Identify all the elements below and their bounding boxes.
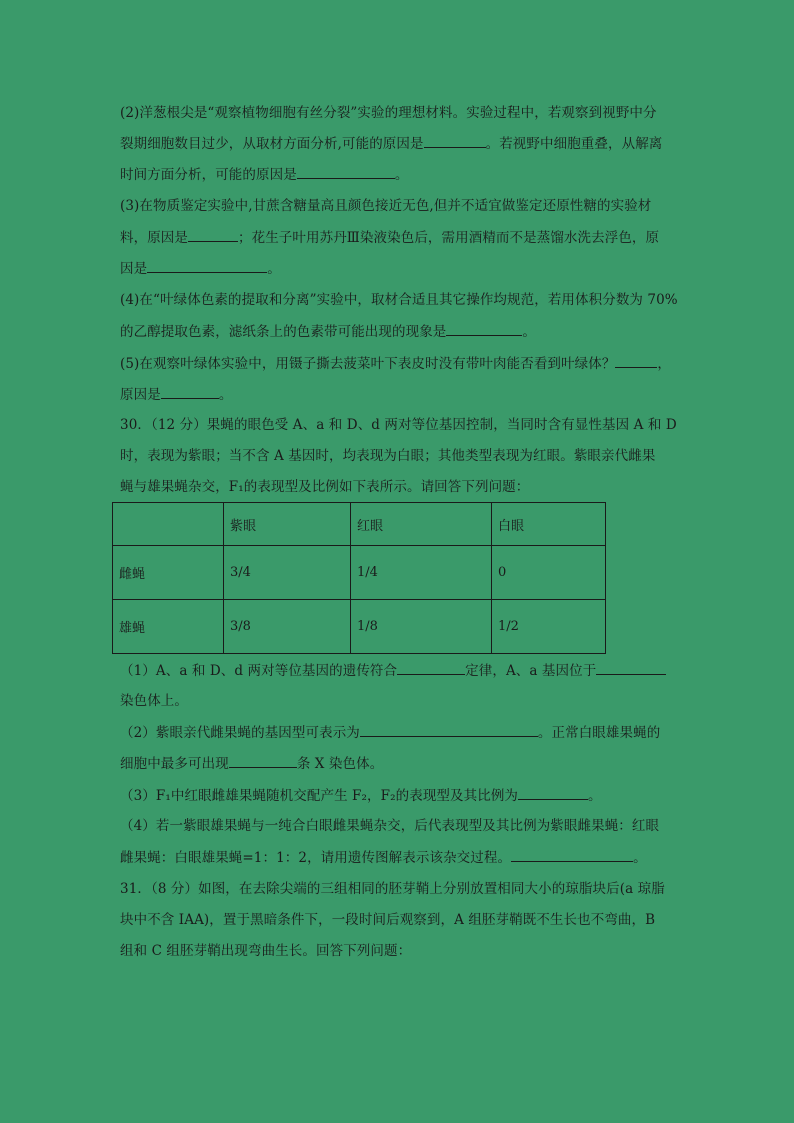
q2-text-1: (2)洋葱根尖是“观察植物细胞有丝分裂”实验的理想材料。实验过程中，若观察到视野中分 (120, 105, 657, 121)
q5-answer-blank-1[interactable] (615, 353, 657, 368)
q30-sub4-text-b: 雌果蝇：白眼雄果蝇=1：1：2，请用遗传图解表示该杂交过程。 (120, 850, 512, 866)
table-cell: 1/8 (351, 600, 492, 654)
q30-sub1-text-b: 定律，A、a 基因位于 (465, 663, 597, 679)
q30-sub2-text-b: 。正常白眼雄果蝇的 (537, 725, 661, 741)
q30-sub2-answer-blank-1[interactable] (360, 722, 538, 737)
q30-text-2: 时，表现为紫眼；当不含 A 基因时，均表现为白眼；其他类型表现为红眼。紫眼亲代雌果 (120, 448, 656, 464)
table-cell: 1/2 (492, 600, 606, 654)
q2-line-3 (120, 164, 680, 185)
table-cell: 0 (492, 546, 606, 600)
q3-line-2 (120, 227, 680, 248)
q3-text-3b: 。 (267, 261, 281, 277)
q3-line-1 (120, 196, 680, 216)
q4-text-1: (4)在“叶绿体色素的提取和分离”实验中，取材合适且其它操作均规范，若用体积分数为 70% (120, 292, 678, 308)
q2-text-3b: 。 (394, 167, 409, 183)
q30-sub1-answer-blank-2[interactable] (596, 660, 666, 675)
q5-line-2 (120, 384, 680, 405)
table-header-cell: 红眼 (351, 503, 492, 546)
q2-answer-blank-1[interactable] (424, 133, 486, 148)
q31-line-3 (120, 941, 680, 961)
q31-text-2: 块中不含 IAA)，置于黑暗条件下，一段时间后观察到，A 组胚芽鞘既不生长也不弯曲，B (120, 912, 656, 928)
q30-sub3-text-a: （3）F₁中红眼雌雄果蝇随机交配产生 F₂，F₂的表现型及其比例为 (120, 788, 519, 804)
q30-sub4-answer-blank[interactable] (511, 847, 633, 862)
q3-answer-blank-1[interactable] (188, 227, 238, 242)
q30-text-1: 30．（12 分）果蝇的眼色受 A、a 和 D、d 两对等位基因控制，当同时含有显性基因 A 和 D (120, 417, 677, 433)
q30-sub4-text-a: （4）若一紫眼雄果蝇与一纯合白眼雌果蝇杂交，后代表现型及其比例为紫眼雌果蝇：红眼 (120, 818, 660, 834)
q30-sub3-line (120, 785, 680, 806)
q4-answer-blank[interactable] (446, 321, 522, 336)
table-row-label: 雄蝇 (113, 600, 224, 654)
q30-line-3 (120, 477, 680, 497)
q30-sub4-text-c: 。 (633, 850, 647, 866)
table-cell: 3/4 (224, 546, 351, 600)
q5-text-2b: 。 (218, 387, 233, 403)
table-header-cell (113, 503, 224, 546)
q4-line-1 (120, 290, 680, 310)
q30-line-2 (120, 446, 680, 466)
table-row (113, 600, 606, 654)
table-cell: 1/4 (351, 546, 492, 600)
q2-answer-blank-2[interactable] (297, 164, 395, 179)
q3-line-3 (120, 258, 680, 279)
f1-phenotype-table (112, 502, 606, 654)
table-row (113, 546, 606, 600)
table-header-cell: 白眼 (492, 503, 606, 546)
q30-sub2-text-d: 条 X 染色体。 (296, 756, 384, 772)
q3-text-1: (3)在物质鉴定实验中,甘蔗含糖量高且颜色接近无色,但并不适宜做鉴定还原性糖的实验材 (120, 198, 652, 214)
q5-answer-blank-2[interactable] (161, 384, 219, 399)
q2-text-2b: 。若视野中细胞重叠，从解离 (485, 136, 663, 152)
q30-sub1-text-c: 染色体上。 (120, 693, 188, 709)
q30-sub2-line-2 (120, 753, 680, 774)
q30-sub1-answer-blank-1[interactable] (397, 660, 465, 675)
table-row-label: 雌蝇 (113, 546, 224, 600)
q30-sub2-text-c: 细胞中最多可出现 (120, 756, 229, 772)
q30-sub3-answer-blank[interactable] (518, 785, 588, 800)
q30-sub2-answer-blank-2[interactable] (229, 753, 297, 768)
q30-sub1-line-2 (120, 691, 680, 711)
q4-line-2 (120, 321, 680, 342)
table-cell: 3/8 (224, 600, 351, 654)
q30-sub1-line-1 (120, 660, 680, 681)
q5-text-1a: (5)在观察叶绿体实验中，用镊子撕去菠菜叶下表皮时没有带叶肉能否看到叶绿体？ (120, 356, 616, 372)
table-header-row (113, 503, 606, 546)
q2-text-3a: 时间方面分析，可能的原因是 (120, 167, 297, 183)
q31-text-1: 31．（8 分）如图，在去除尖端的三组相同的胚芽鞘上分别放置相同大小的琼脂块后(a 琼脂 (120, 881, 665, 897)
q3-text-3a: 因是 (120, 261, 148, 277)
q30-line-1 (120, 415, 680, 435)
q31-text-3: 组和 C 组胚芽鞘出现弯曲生长。回答下列问题： (120, 943, 412, 959)
q2-line-1 (120, 103, 680, 123)
q3-text-2a: 料，原因是 (120, 230, 188, 246)
q5-text-1b: ， (657, 356, 672, 372)
q5-text-2a: 原因是 (120, 387, 161, 403)
q31-line-1 (120, 879, 680, 899)
q3-answer-blank-2[interactable] (147, 258, 267, 273)
q31-line-2 (120, 910, 680, 930)
q30-text-3: 蝇与雄果蝇杂交，F₁的表现型及比例如下表所示。请回答下列问题： (120, 479, 530, 495)
q4-text-2a: 的乙醇提取色素，滤纸条上的色素带可能出现的现象是 (120, 324, 447, 340)
q4-text-2b: 。 (522, 324, 537, 340)
q30-sub2-text-a: （2）紫眼亲代雌果蝇的基因型可表示为 (120, 725, 360, 741)
q2-text-2a: 裂期细胞数目过少，从取材方面分析,可能的原因是 (120, 136, 424, 152)
q2-line-2 (120, 133, 680, 154)
q30-sub4-line-1 (120, 816, 680, 836)
q30-sub2-line-1 (120, 722, 680, 743)
q30-sub3-text-b: 。 (588, 788, 602, 804)
q3-text-2b: ；花生子叶用苏丹Ⅲ染液染色后，需用酒精而不是蒸馏水洗去浮色，原 (238, 230, 660, 246)
q30-sub1-text-a: （1）A、a 和 D、d 两对等位基因的遗传符合 (120, 663, 398, 679)
table-header-cell: 紫眼 (224, 503, 351, 546)
q5-line-1 (120, 353, 680, 374)
q30-sub4-line-2 (120, 847, 680, 868)
